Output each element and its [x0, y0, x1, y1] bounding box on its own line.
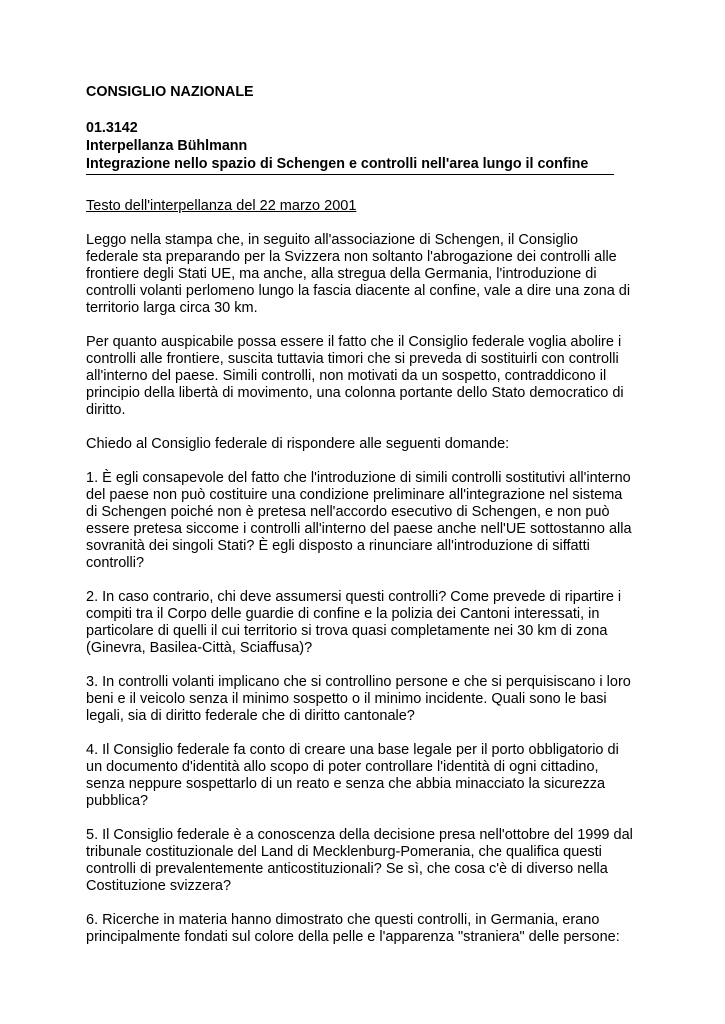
text-line: controlli alle frontiere, suscita tuttavia timori che si preveda di sostituirli con controlli	[86, 351, 619, 367]
text-line: principalmente fondati sul colore della pelle e l'apparenza "straniera" delle persone:	[86, 929, 620, 945]
spacer	[86, 101, 646, 119]
text-line: pubblica?	[86, 793, 149, 809]
text-line: 1. È egli consapevole del fatto che l'introduzione di simili controlli sostitutivi all'interno	[86, 470, 631, 486]
text-line: controlli volanti perlomeno lungo la fascia diacente al confine, vale a dire una zona di	[86, 283, 631, 299]
paragraphs	[86, 232, 646, 946]
text-line: controlli di prevalentemente anticostituzionali? Se sì, che cosa c'è di diverso nella	[86, 861, 608, 877]
interpellation-number: 01.3142	[86, 120, 138, 136]
text-line: territorio larga circa 30 km.	[86, 300, 258, 316]
text-line: legali, sia di diritto federale che di diritto cantonale?	[86, 708, 415, 724]
text-line: Costituzione svizzera?	[86, 878, 232, 894]
paragraph	[86, 912, 646, 946]
text-line: del paese non può costituire una condizione preliminare all'integrazione nel sistema	[86, 487, 623, 503]
text-line: all'interno del paese. Simili controlli, non motivati da un sospetto, contraddicono il	[86, 368, 607, 384]
interpellation-title: Interpellanza Bühlmann	[86, 138, 248, 154]
text-line: federale sta preparando per la Svizzera non soltanto l'abrogazione dei controlli alle	[86, 249, 617, 265]
horizontal-rule	[86, 174, 614, 175]
text-line: senza neppure sospettarlo di un reato e senza che abbia minacciato la sicurezza	[86, 776, 606, 792]
text-line: controlli?	[86, 555, 145, 571]
text-line: 6. Ricerche in materia hanno dimostrato che questi controlli, in Germania, erano	[86, 912, 600, 928]
text-line: compiti tra il Corpo delle guardie di confine e la polizia dei Cantoni interessati, in	[86, 606, 600, 622]
text-line: Leggo nella stampa che, in seguito all'associazione di Schengen, il Consiglio	[86, 232, 579, 248]
text-line: Per quanto auspicabile possa essere il fatto che il Consiglio federale voglia abolire i	[86, 334, 622, 350]
paragraph	[86, 742, 646, 810]
text-line: 4. Il Consiglio federale fa conto di creare una base legale per il porto obbligatorio di	[86, 742, 619, 758]
text-line: principio della libertà di movimento, una colonna portante dello Stato democratico di	[86, 385, 624, 401]
paragraph	[86, 827, 646, 895]
text-line: 2. In caso contrario, chi deve assumersi questi controlli? Come prevede di ripartire i	[86, 589, 622, 605]
paragraph	[86, 674, 646, 725]
text-line: beni e il veicolo senza il minimo sospetto o il minimo incidente. Quali sono le basi	[86, 691, 607, 707]
text-line: particolare di quelli il cui territorio si trova quasi completamente nei 30 km di zona	[86, 623, 608, 639]
interpellation-subject: Integrazione nello spazio di Schengen e controlli nell'area lungo il confine	[86, 156, 589, 172]
paragraph	[86, 334, 646, 419]
text-line: Chiedo al Consiglio federale di rispondere alle seguenti domande:	[86, 436, 510, 452]
section-title: Testo dell'interpellanza del 22 marzo 2001	[86, 198, 357, 214]
text-line: di Schengen poiché non è pretesa nell'accordo esecutivo di Schengen, e non può	[86, 504, 610, 520]
text-line: tribunale costituzionale del Land di Mecklenburg-Pomerania, che qualifica questi	[86, 844, 602, 860]
text-line: 3. In controlli volanti implicano che si controllino persone e che si perquisiscano i loro	[86, 674, 631, 690]
paragraph	[86, 589, 646, 657]
text-line: essere pretesa siccome i controlli all'interno del paese anche nell'UE sottostanno alla	[86, 521, 632, 537]
text-line: frontiere degli Stati UE, ma anche, alla stregua della Germania, l'introduzione di	[86, 266, 597, 282]
paragraph	[86, 436, 646, 453]
text-line: diritto.	[86, 402, 126, 418]
text-line: (Ginevra, Basilea-Città, Sciaffusa)?	[86, 640, 313, 656]
text-line: sovranità dei singoli Stati? È egli disposto a rinunciare all'introduzione di siffatti	[86, 538, 590, 554]
text-line: un documento d'identità allo scopo di poter controllare l'identità di ogni cittadino,	[86, 759, 599, 775]
paragraph	[86, 232, 646, 317]
council-heading: CONSIGLIO NAZIONALE	[86, 84, 254, 100]
paragraph	[86, 470, 646, 572]
document-body	[86, 83, 646, 946]
text-line: 5. Il Consiglio federale è a conoscenza della decisione presa nell'ottobre del 1999 dal	[86, 827, 633, 843]
